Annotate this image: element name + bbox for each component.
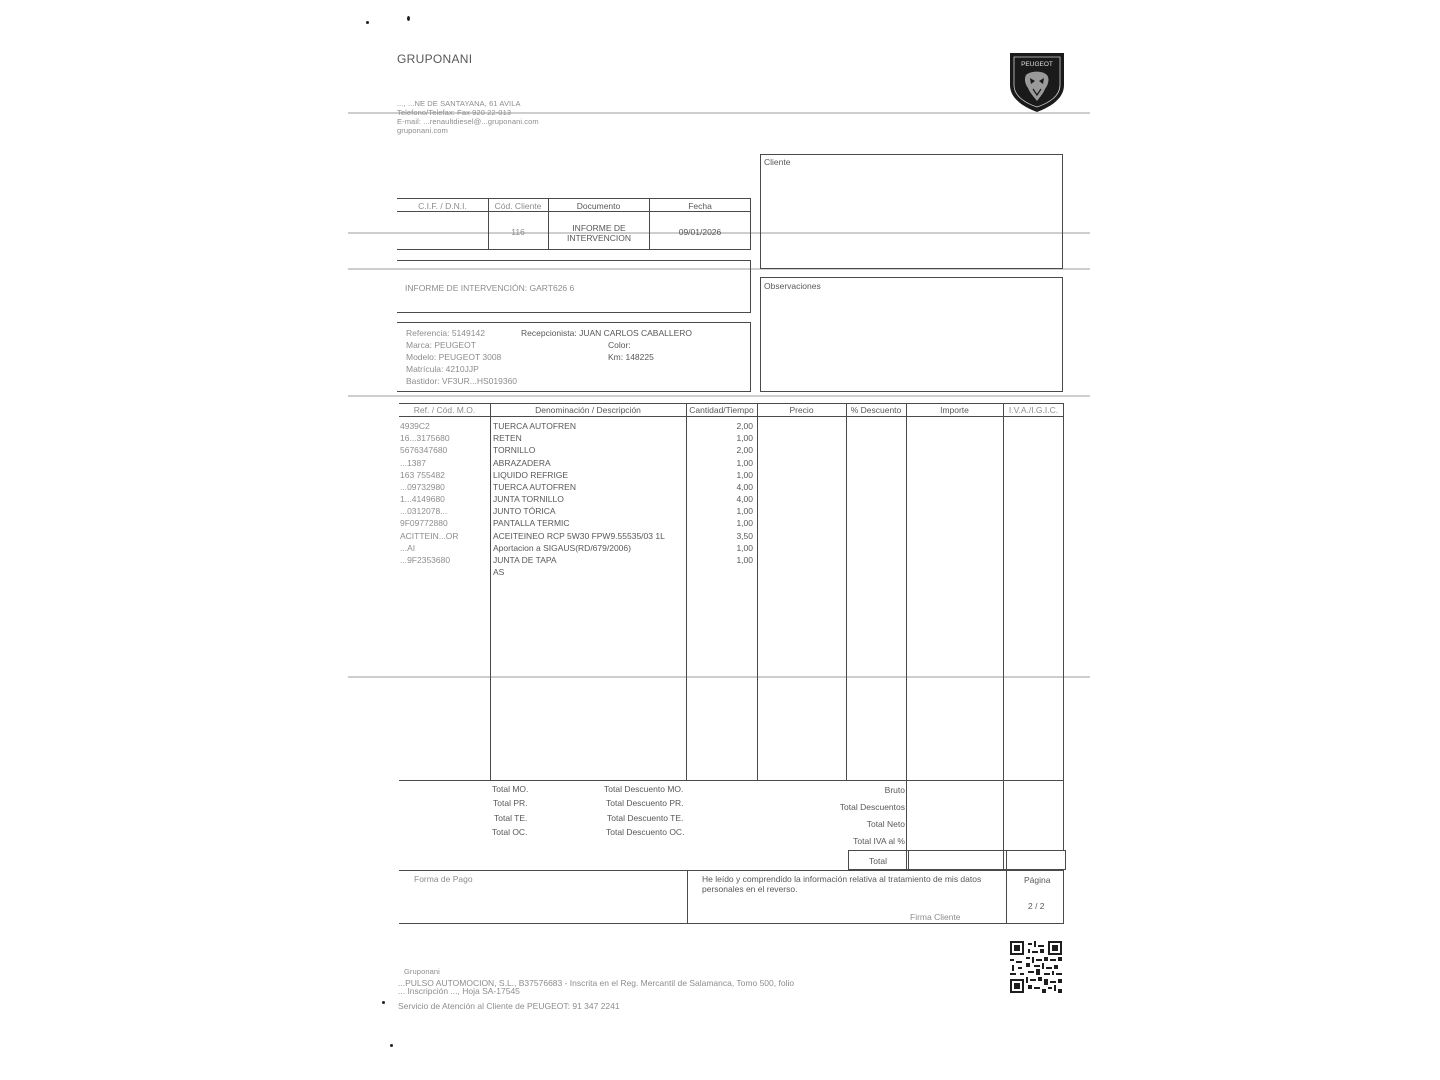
grand-total-sep <box>908 850 909 870</box>
col-header-ref: Ref. / Cód. M.O. <box>413 405 476 415</box>
totals-col-sep <box>1063 780 1064 851</box>
items-col-sep <box>1003 403 1004 780</box>
vehicle-brand: Marca: PEUGEOT <box>406 340 476 350</box>
table-row-qty: 1,00 <box>736 555 753 565</box>
scan-speck <box>407 16 410 21</box>
company-name: GRUPONANI <box>397 52 473 66</box>
company-website: gruponani.com <box>397 126 448 135</box>
header-label-document: Documento <box>576 201 621 211</box>
client-code-value: 116 <box>511 227 525 237</box>
table-row-desc: PANTALLA TERMIC <box>493 518 570 528</box>
receptionist: Recepcionista: JUAN CARLOS CABALLERO <box>521 328 693 338</box>
table-row-qty: 3,50 <box>736 531 753 541</box>
table-row-qty: 1,00 <box>736 506 753 516</box>
table-row-desc: JUNTA DE TAPA <box>493 555 557 565</box>
table-row-qty: 4,00 <box>736 494 753 504</box>
total-discount-mo-label: Total Descuento MO. <box>604 784 684 794</box>
col-header-price: Precio <box>789 405 814 415</box>
signature-label: Firma Cliente <box>910 912 961 922</box>
scan-streak <box>348 395 1090 397</box>
col-header-vat: I.V.A./I.G.I.C. <box>1008 405 1059 415</box>
logo-text: PEUGEOT <box>1021 61 1053 68</box>
table-row-desc: TUERCA AUTOFREN <box>493 421 576 431</box>
table-row-qty: 1,00 <box>736 518 753 528</box>
col-header-quantity: Cantidad/Tiempo <box>689 405 754 415</box>
table-row-ref: ACITTEIN...OR <box>400 531 459 541</box>
table-row-qty: 1,00 <box>736 543 753 553</box>
page-value: 2 / 2 <box>1028 901 1045 911</box>
total-te-label: Total TE. <box>494 813 528 823</box>
payment-method-label: Forma de Pago <box>414 874 473 884</box>
table-row-ref: 1...4149680 <box>400 494 445 504</box>
client-label: Cliente <box>764 157 791 167</box>
header-label-cif: C.I.F. / D.N.I. <box>418 201 467 211</box>
date-value: 09/01/2026 <box>678 227 722 237</box>
vehicle-plate: Matrícula: 4210JJP <box>406 364 479 374</box>
items-col-sep <box>490 403 491 780</box>
table-row-qty: 2,00 <box>736 421 753 431</box>
total-mo-label: Total MO. <box>492 784 529 794</box>
company-address: ..., ...NE DE SANTAYANA, 61 AVILA <box>397 99 521 108</box>
privacy-text: He leído y comprendido la información relativa al tratamiento de mis datos personales en el reverso. <box>702 874 982 894</box>
table-row-ref: ...1387 <box>400 458 426 468</box>
vehicle-model: Modelo: PEUGEOT 3008 <box>406 352 502 362</box>
table-row-ref: ...0312078... <box>400 506 448 516</box>
table-row-ref: ...9F2353680 <box>400 555 451 565</box>
table-row-desc: JUNTA TORNILLO <box>493 494 564 504</box>
table-row-desc: TUERCA AUTOFREN <box>493 482 576 492</box>
header-label-date: Fecha <box>688 201 712 211</box>
items-col-sep <box>906 403 907 780</box>
net-total-label: Total Neto <box>866 819 905 829</box>
table-row-desc: JUNTO TÓRICA <box>493 506 556 516</box>
qr-code <box>1010 941 1062 993</box>
totals-top-line <box>399 780 1064 781</box>
vehicle-vin: Bastidor: VF3UR...HS019360 <box>406 376 518 386</box>
table-row-desc: RETEN <box>493 433 522 443</box>
peugeot-logo <box>1008 51 1066 113</box>
table-row-qty: 2,00 <box>736 445 753 455</box>
items-col-sep <box>757 403 758 780</box>
client-box <box>760 154 1063 269</box>
items-col-sep <box>846 403 847 780</box>
vehicle-reference: Referencia: 5149142 <box>406 328 485 338</box>
header-table-divider <box>397 211 751 212</box>
items-col-sep <box>686 403 687 780</box>
table-row-qty: 4,00 <box>736 482 753 492</box>
page-label: Página <box>1024 875 1051 885</box>
total-discount-te-label: Total Descuento TE. <box>607 813 684 823</box>
col-header-discount: % Descuento <box>850 405 902 415</box>
gross-label: Bruto <box>884 785 905 795</box>
table-row-desc: ACEITEINEO RCP 5W30 FPW9.55535/03 1L <box>493 531 665 541</box>
grand-total-sep <box>1006 850 1007 870</box>
items-header-line <box>399 416 1064 417</box>
table-row-desc: LIQUIDO REFRIGE <box>493 470 569 480</box>
footer-col-sep <box>1006 870 1007 924</box>
table-row-ref: 9F09772880 <box>400 518 448 528</box>
total-discount-pr-label: Total Descuento PR. <box>606 798 684 808</box>
table-row-qty: 1,00 <box>736 433 753 443</box>
table-row-desc: AS <box>493 567 505 577</box>
legal-line: ...PULSO AUTOMOCION, S.L., B37576683 - Inscrita en el Reg. Mercantil de Salamanca, Tomo 500, folio <box>398 978 795 988</box>
total-discounts-label: Total Descuentos <box>839 802 905 812</box>
table-row-desc: ABRAZADERA <box>493 458 551 468</box>
table-row-qty: 1,00 <box>736 470 753 480</box>
table-row-ref: 5676347680 <box>400 445 448 455</box>
table-row-desc: TORNILLO <box>493 445 536 455</box>
col-header-description: Denominación / Descripción <box>535 405 641 415</box>
table-row-ref: 4939C2 <box>400 421 430 431</box>
table-row-ref: ...09732980 <box>400 482 445 492</box>
table-row-ref: ...AI <box>400 543 416 553</box>
total-oc-label: Total OC. <box>492 827 528 837</box>
vat-total-label: Total IVA al % <box>853 836 905 846</box>
header-label-client-code: Cód. Cliente <box>494 201 542 211</box>
legal-line: Servicio de Atención al Cliente de PEUGEOT: 91 347 2241 <box>398 1001 620 1011</box>
footer-col-sep <box>687 870 688 924</box>
legal-line: Gruponani <box>404 967 440 976</box>
observations-label: Observaciones <box>764 281 821 291</box>
table-row-ref: 163 755482 <box>400 470 445 480</box>
company-phone: Telefono/Telefax: Fax 920 22-013 <box>397 108 512 117</box>
vehicle-km: Km: 148225 <box>608 352 654 362</box>
document-value: INFORME DE INTERVENCION <box>566 223 632 243</box>
grand-total-label: Total <box>869 856 887 866</box>
table-row-ref: 16...3175680 <box>400 433 450 443</box>
col-header-amount: Importe <box>940 405 969 415</box>
company-email: E-mail: ...renaultdiesel@...gruponani.com <box>397 117 539 126</box>
table-row-qty: 1,00 <box>736 458 753 468</box>
table-row-desc: Aportacion a SIGAUS(RD/679/2006) <box>493 543 631 553</box>
scan-speck <box>382 1001 385 1004</box>
observations-box <box>760 277 1063 392</box>
vehicle-color: Color: <box>608 340 631 350</box>
total-discount-oc-label: Total Descuento OC. <box>606 827 685 837</box>
scan-speck <box>390 1044 393 1047</box>
total-pr-label: Total PR. <box>493 798 528 808</box>
intervention-text: INFORME DE INTERVENCIÓN: GART626 6 <box>405 283 575 293</box>
legal-line: ... Inscripción ..., Hoja SA-17545 <box>398 986 520 996</box>
scan-speck <box>366 21 369 24</box>
